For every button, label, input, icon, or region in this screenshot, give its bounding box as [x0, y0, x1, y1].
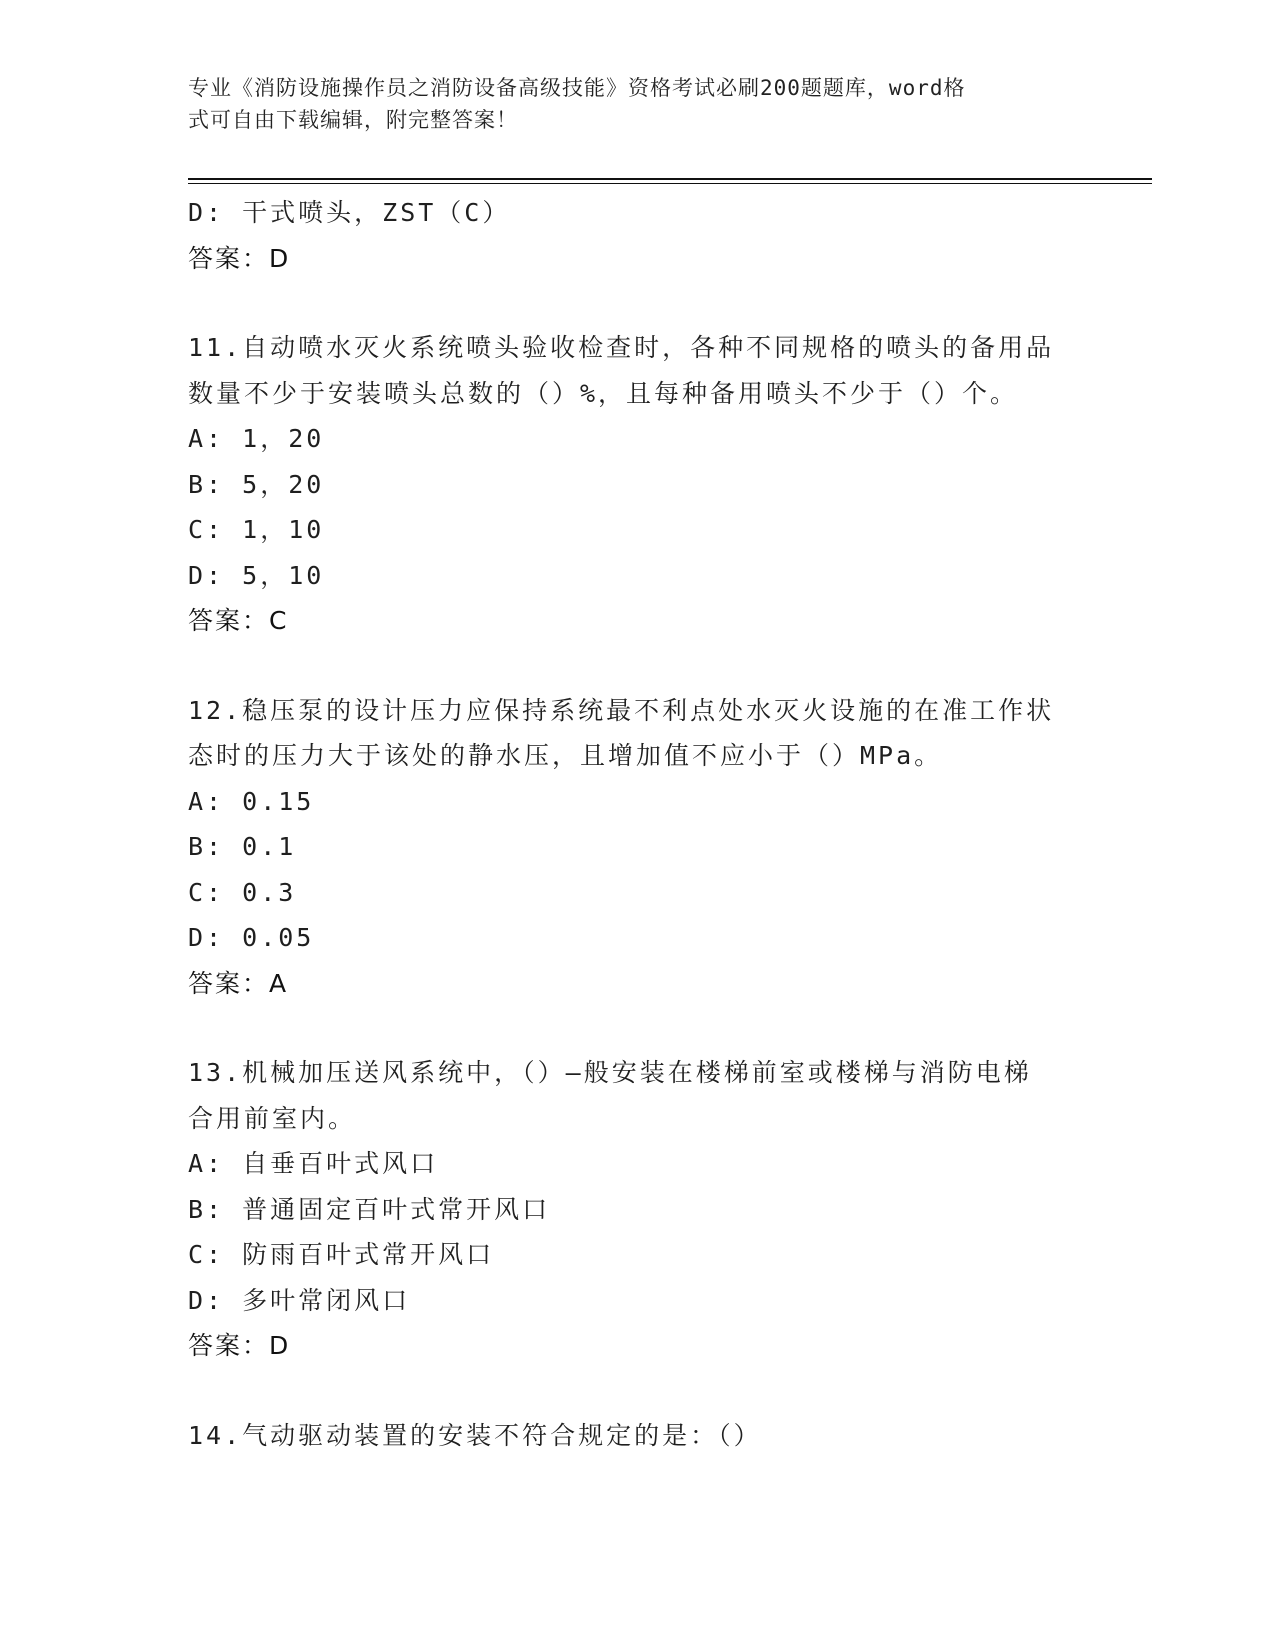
option-a: A: 0.15: [188, 786, 315, 816]
option-c: C: 1，10: [188, 515, 325, 544]
document-header: [188, 72, 1068, 136]
option-b: B: 5，20: [188, 469, 325, 499]
header-divider-thin: [188, 183, 1152, 184]
question-stem-continued: 数量不少于安装喷头总数的（）%，且每种备用喷头不少于（）个。: [188, 378, 1019, 408]
option-d: D: 多叶常闭风口: [188, 1285, 411, 1315]
question-stem: 12.稳压泵的设计压力应保持系统最不利点处水灭火设施的在准工作状: [188, 695, 1055, 725]
header-line-2: 式可自由下载编辑，附完整答案！: [188, 108, 518, 132]
option-c: C: 防雨百叶式常开风口: [188, 1240, 495, 1269]
option-d: D: 5，10: [188, 560, 325, 590]
option-d: D: 0.05: [188, 923, 315, 952]
option-b: B: 普通固定百叶式常开风口: [188, 1194, 551, 1224]
question-14: [188, 1413, 1088, 1459]
answer-label: 答案：A: [188, 968, 289, 998]
option-c: C: 0.3: [188, 877, 297, 907]
question-stem: 11.自动喷水灭火系统喷头验收检查时，各种不同规格的喷头的备用品: [188, 333, 1055, 362]
question-stem-continued: 态时的压力大于该处的静水压，且增加值不应小于（）MPa。: [188, 741, 943, 770]
answer-label: 答案：C: [188, 606, 289, 635]
option-a: A: 1，20: [188, 424, 325, 453]
question-13: [188, 1050, 1088, 1369]
question-12: [188, 688, 1088, 1007]
header-divider-thick: [188, 178, 1152, 180]
answer-label: 答案：D: [188, 1331, 291, 1360]
option-a: A: 自垂百叶式风口: [188, 1149, 439, 1178]
option-b: B: 0.1: [188, 832, 297, 861]
question-content: [188, 190, 1088, 1458]
question-stem: 14.气动驱动装置的安装不符合规定的是：（）: [188, 1420, 762, 1450]
option-d: D: 干式喷头，ZST（C）: [188, 198, 511, 227]
question-stem: 13.机械加压送风系统中，（）—般安装在楼梯前室或楼梯与消防电梯: [188, 1058, 1032, 1087]
question-stem-continued: 合用前室内。: [188, 1103, 357, 1133]
header-line-1: 专业《消防设施操作员之消防设备高级技能》资格考试必刷200题题库，word格: [188, 76, 966, 100]
answer-label: 答案：D: [188, 243, 291, 273]
question-11: [188, 325, 1088, 644]
